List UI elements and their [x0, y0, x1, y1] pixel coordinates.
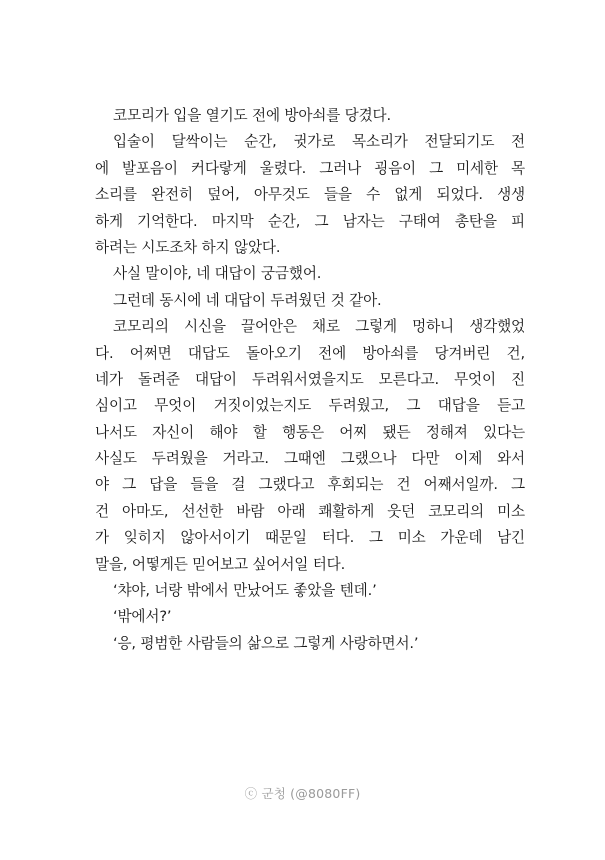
text-line: 코모리의 시신을 끌어안은 채로 그렇게 멍하니 생각했었: [113, 318, 525, 336]
copyright-footer: ⓒ 군청 (@8080FF): [244, 786, 361, 801]
text-line: 하려는 시도조차 하지 않았다.: [95, 238, 281, 256]
text-line: 사실도 두려웠을 거라고. 그때엔 그랬으나 다만 이제 와서: [95, 450, 525, 468]
text-line: 그런데 동시에 네 대답이 두려웠던 것 같아.: [113, 291, 382, 309]
text-line: 네가 돌려준 대답이 두려워서였을지도 모른다고. 무엇이 진: [95, 370, 525, 388]
text-line: 에 발포음이 커다랗게 울렸다. 그러나 굉음이 그 미세한 목: [95, 159, 525, 177]
text-line: 야 그 답을 들을 걸 그랬다고 후회되는 건 어째서일까. 그: [95, 476, 525, 494]
text-line: 하게 기억한다. 마지막 순간, 그 남자는 구태여 총탄을 피: [95, 212, 525, 230]
text-line: 입술이 달싹이는 순간, 귓가로 목소리가 전달되기도 전: [113, 133, 525, 151]
text-line: 다. 어쩌면 대답도 돌아오기 전에 방아쇠를 당겨버린 건,: [95, 344, 525, 362]
text-line: ‘챠야, 너랑 밖에서 만났어도 좋았을 텐데.’: [113, 582, 377, 600]
text-line: 코모리가 입을 열기도 전에 방아쇠를 당겼다.: [113, 107, 391, 124]
text-line: ‘밖에서?’: [113, 608, 172, 626]
text-line: 말을, 어떻게든 믿어보고 싶어서일 터다.: [95, 555, 346, 573]
body-text: [95, 103, 525, 657]
text-line: 사실 말이야, 네 대답이 궁금했어.: [113, 265, 322, 283]
text-line: 건 아마도, 선선한 바람 아래 쾌활하게 웃던 코모리의 미소: [95, 502, 525, 520]
text-line: 소리를 완전히 덮어, 아무것도 들을 수 없게 되었다. 생생: [95, 186, 525, 204]
text-line: 심이고 무엇이 거짓이었는지도 두려웠고, 그 대답을 듣고: [95, 397, 526, 415]
text-line: ‘응, 평범한 사람들의 삶으로 그렇게 사랑하면서.’: [113, 634, 419, 652]
text-line: 가 잊히지 않아서이기 때문일 터다. 그 미소 가운데 남긴: [95, 529, 525, 547]
text-line: 나서도 자신이 해야 할 행동은 어찌 됐든 정해져 있다는: [95, 423, 525, 441]
